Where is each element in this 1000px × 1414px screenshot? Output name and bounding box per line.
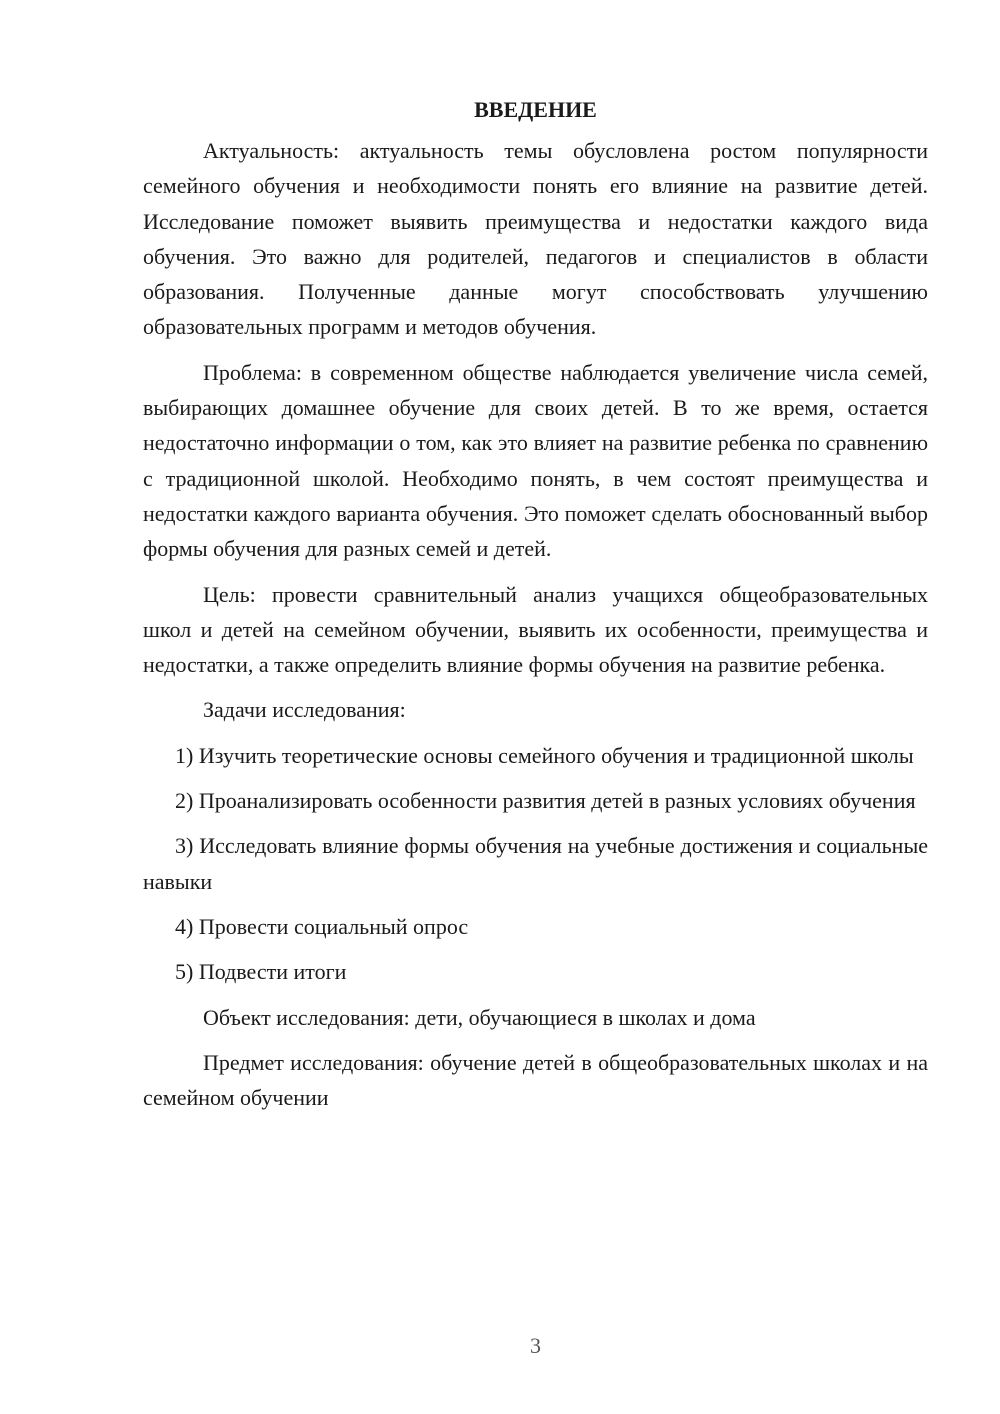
page-number: 3 <box>530 1333 541 1358</box>
task-item: 3) Исследовать влияние формы обучения на учебные достижения и социальные навыки <box>143 833 928 894</box>
object-paragraph: Объект исследования: дети, обучающиеся в школах и дома <box>203 1004 756 1030</box>
goal-paragraph: Цель: провести сравнительный анализ учащихся общеобразовательных школ и детей на семейном обучении, выявить их особенности, преимущества и недостатки, а также определить влияние формы обучения на развитие ребенка. <box>143 581 928 678</box>
task-item: 5) Подвести итоги <box>175 959 347 985</box>
task-item: 2) Проанализировать особенности развития детей в разных условиях обучения <box>175 788 916 814</box>
subject-paragraph: Предмет исследования: обучение детей в общеобразовательных школах и на семейном обучении <box>143 1049 928 1111</box>
section-title: ВВЕДЕНИЕ <box>474 97 597 122</box>
relevance-paragraph: Актуальность: актуальность темы обусловлена ростом популярности семейного обучения и необходимости понять его влияние на развитие детей. Исследование поможет выявить преимущества и недостатки каждого вида обучения. Это важно для родителей, педагогов и специалистов в области образования. Полученные данные могут способствовать улучшению образовательных программ и методов обучения. <box>143 138 928 340</box>
task-item: 1) Изучить теоретические основы семейного обучения и традиционной школы <box>175 742 914 768</box>
problem-paragraph: Проблема: в современном обществе наблюдается увеличение числа семей, выбирающих домашнее обучение для своих детей. В то же время, остается недостаточно информации о том, как это влияет на развитие ребенка по сравнению с традиционной школой. Необходимо понять, в чем состоят преимущества и недостатки каждого варианта обучения. Это поможет сделать обоснованный выбор формы обучения для разных семей и детей. <box>143 359 928 562</box>
task-item: 4) Провести социальный опрос <box>175 913 469 939</box>
page-content <box>143 92 928 1115</box>
tasks-heading: Задачи исследования: <box>203 697 406 723</box>
